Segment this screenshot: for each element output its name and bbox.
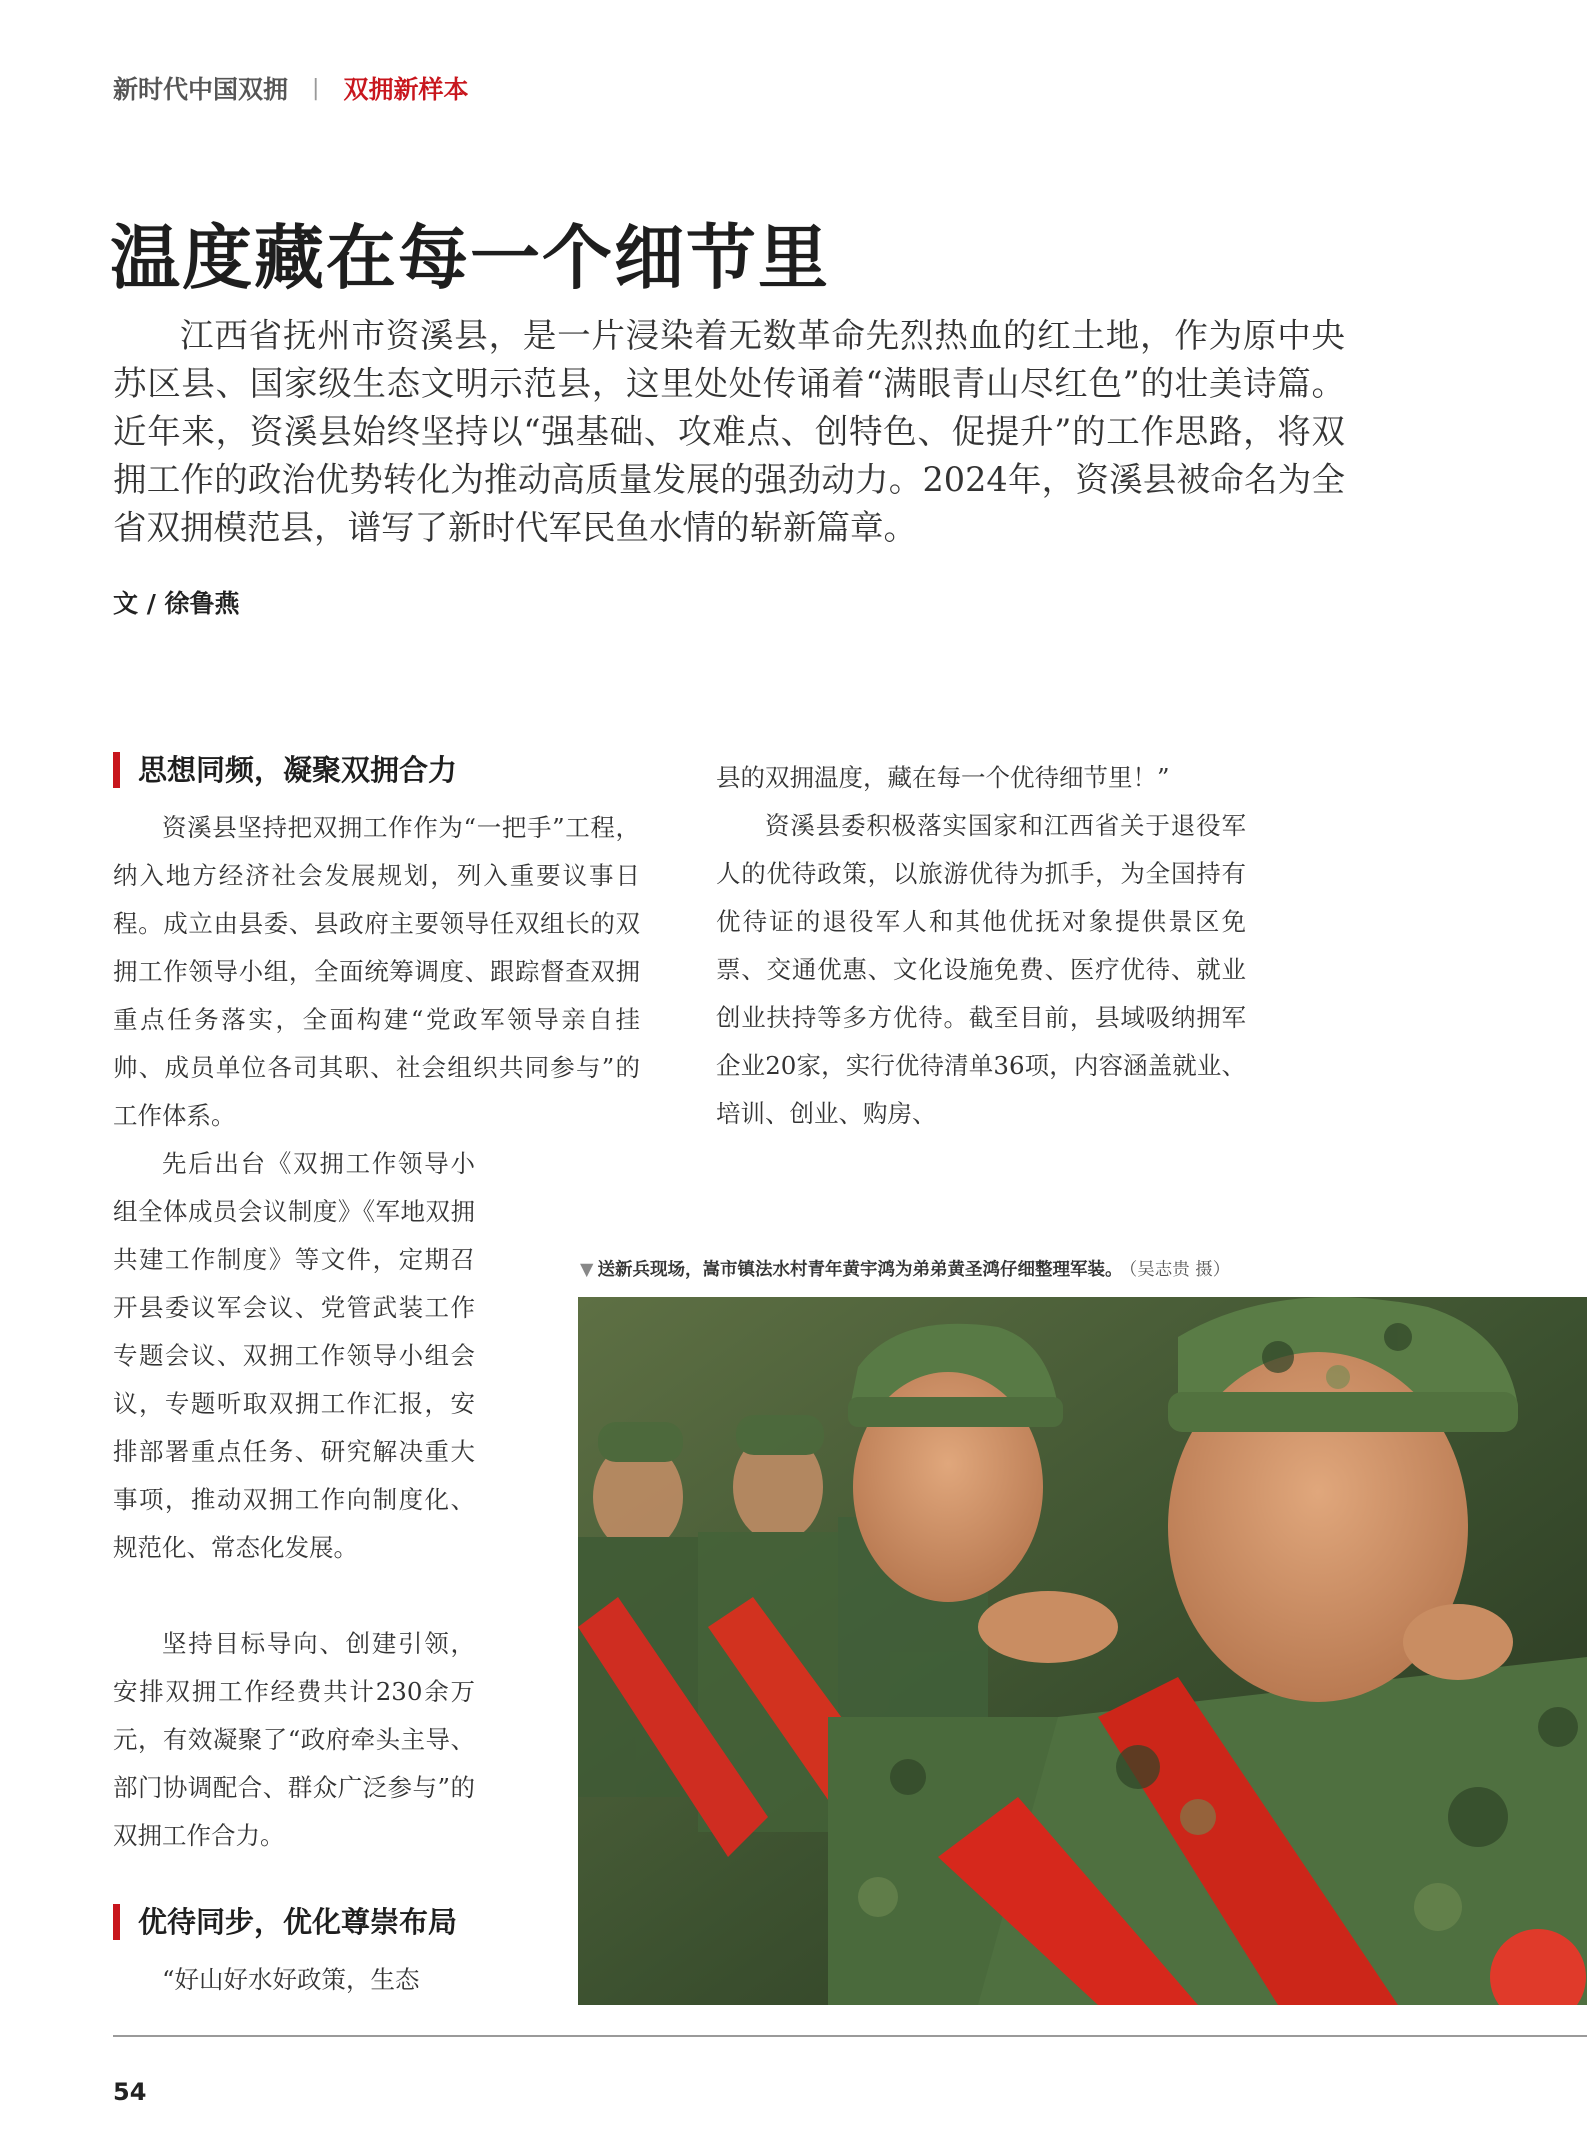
caption-marker-icon: ▼ <box>580 1260 594 1280</box>
series-name: 新时代中国双拥 <box>113 75 289 104</box>
section-heading-2: 优待同步，优化尊崇布局 <box>113 1904 457 1940</box>
footer-rule <box>113 2035 1587 2037</box>
body-paragraph: 县的双拥温度，藏在每一个优待细节里！” <box>716 763 1170 792</box>
body-paragraph: “好山好水好政策，生态 <box>162 1965 420 1994</box>
lead-paragraph: 江西省抚州市资溪县，是一片浸染着无数革命先烈热血的红土地，作为原中央苏区县、国家级生态文明示范县，这里处处传诵着“满眼青山尽红色”的壮美诗篇。近年来，资溪县始终坚持以“强基础、攻难点、创特色、促提升”的工作思路，将双拥工作的政治优势转化为推动高质量发展的强劲动力。2024年，资溪县被命名为全省双拥模范县，谱写了新时代军民鱼水情的崭新篇章。 <box>113 316 1345 547</box>
photo-credit: （吴志贵 摄） <box>1128 1260 1231 1280</box>
section-heading-1: 思想同频，凝聚双拥合力 <box>113 752 457 788</box>
page-number: 54 <box>113 2078 147 2106</box>
running-header <box>113 70 468 106</box>
body-paragraph: 资溪县坚持把双拥工作作为“一把手”工程，纳入地方经济社会发展规划，列入重要议事日程。成立由县委、县政府主要领导任双组长的双拥工作领导小组，全面统筹调度、跟踪督查双拥重点任务落实，全面构建“党政军领导亲自挂帅、成员单位各司其职、社会组织共同参与”的工作体系。 <box>113 813 640 1130</box>
byline: 文 / 徐鲁燕 <box>113 589 240 618</box>
body-paragraph: 坚持目标导向、创建引领，安排双拥工作经费共计230余万元，有效凝聚了“政府牵头主导、部门协调配合、群众广泛参与”的双拥工作合力。 <box>113 1629 475 1850</box>
recruits-photo <box>578 1297 1587 2005</box>
body-paragraph: 资溪县委积极落实国家和江西省关于退役军人的优待政策，以旅游优待为抓手，为全国持有优待证的退役军人和其他优抚对象提供景区免票、交通优惠、文化设施免费、医疗优待、就业创业扶持等多方优待。截至目前，县域吸纳拥军企业20家，实行优待清单36项，内容涵盖就业、培训、创业、购房、 <box>716 811 1246 1128</box>
header-separator: | <box>312 75 320 101</box>
column-name: 双拥新样本 <box>343 75 469 104</box>
recruits-photo-illustration <box>578 1297 1587 2005</box>
article-title: 温度藏在每一个细节里 <box>110 216 830 299</box>
body-paragraph: 先后出台《双拥工作领导小组全体成员会议制度》《军地双拥共建工作制度》等文件，定期召开县委议军会议、党管武装工作专题会议、双拥工作领导小组会议，专题听取双拥工作汇报，安排部署重点任务、研究解决重大事项，推动双拥工作向制度化、规范化、常态化发展。 <box>113 1149 475 1562</box>
caption-text: 送新兵现场，嵩市镇法水村青年黄宇鸿为弟弟黄圣鸿仔细整理军装。 <box>597 1260 1123 1280</box>
photo-caption <box>580 1256 1570 1281</box>
